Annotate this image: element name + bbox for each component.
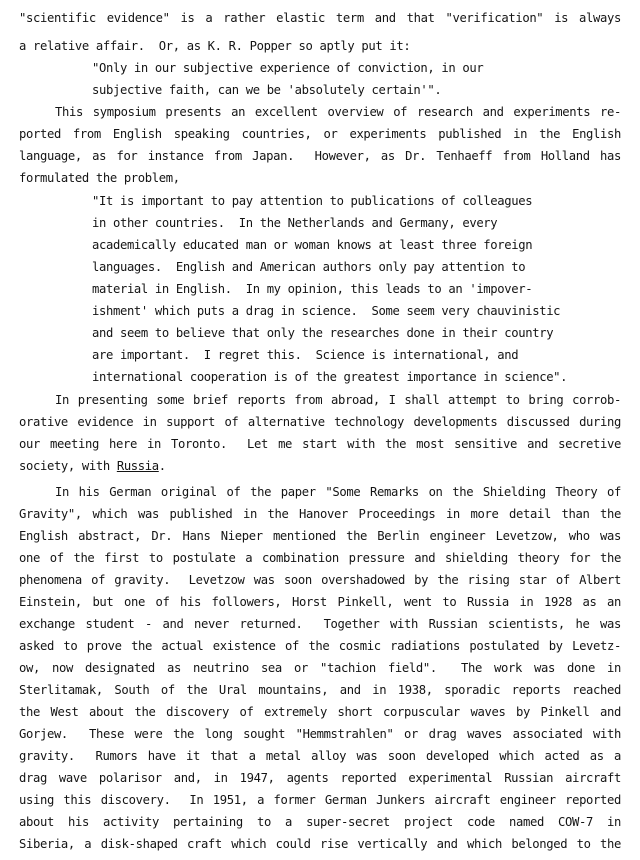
quote-line: in other countries. In the Netherlands and Germany, every <box>92 216 498 230</box>
text-line: gravity. Rumors have it that a metal alloy was soon developed which acted as a <box>19 749 621 763</box>
text-line: language, as for instance from Japan. However, as Dr. Tenhaeff from Holland has <box>19 149 621 163</box>
text-line: phenomena of gravity. Levetzow was soon overshadowed by the rising star of Albert <box>19 573 621 587</box>
text-line: ow, now designated as neutrino sea or "tachion field". The work was done in <box>19 661 621 675</box>
text-line: exchange student - and never returned. Together with Russian scientists, he was <box>19 617 621 631</box>
text-line: our meeting here in Toronto. Let me start with the most sensitive and secretive <box>19 437 621 451</box>
quote-line: subjective faith, can we be 'absolutely certain'". <box>92 83 442 97</box>
text-line: the West about the discovery of extremely short corpuscular waves by Pinkell and <box>19 705 621 719</box>
text-line: drag wave polarisor and, in 1947, agents reported experimental Russian aircraft <box>19 771 621 785</box>
text-line: Sterlitamak, South of the Ural mountains, and in 1938, sporadic reports reached <box>19 683 621 697</box>
quote-line: "Only in our subjective experience of conviction, in our <box>92 61 484 75</box>
quote-line: and seem to believe that only the researches done in their country <box>92 326 554 340</box>
text-fragment: . <box>158 459 166 473</box>
text-line: orative evidence in support of alternative technology developments discussed during <box>19 415 621 429</box>
text-line: ported from English speaking countries, or experiments published in the English <box>19 127 621 141</box>
text-line: Siberia, a disk-shaped craft which could rise vertically and which belonged to the <box>19 837 621 851</box>
text-line: Gravity", which was published in the Hanover Proceedings in more detail than the <box>19 507 621 521</box>
text-line: English abstract, Dr. Hans Nieper mentioned the Berlin engineer Levetzow, who was <box>19 529 621 543</box>
quote-line: languages. English and American authors only pay attention to <box>92 260 526 274</box>
text-line: Einstein, but one of his followers, Horst Pinkell, went to Russia in 1928 as an <box>19 595 621 609</box>
text-line: about his activity pertaining to a super-secret project code named COW-7 in <box>19 815 621 829</box>
quote-line: ishment' which puts a drag in science. Some seem very chauvinistic <box>92 304 561 318</box>
text-line: a relative affair. Or, as K. R. Popper so aptly put it: <box>19 39 411 53</box>
paragraph-first-line: In his German original of the paper "Some Remarks on the Shielding Theory of <box>55 485 621 499</box>
text-fragment: society, with <box>19 459 117 473</box>
quote-line: academically educated man or woman knows at least three foreign <box>92 238 533 252</box>
quote-line: material in English. In my opinion, this leads to an 'impover- <box>92 282 533 296</box>
text-line <box>19 459 166 474</box>
paragraph-first-line: This symposium presents an excellent overview of research and experiments re- <box>55 105 621 119</box>
underlined-word: Russia <box>116 459 159 473</box>
text-line: one of the first to postulate a combination pressure and shielding theory for the <box>19 551 621 565</box>
paragraph-first-line: In presenting some brief reports from abroad, I shall attempt to bring corrob- <box>55 393 621 407</box>
quote-line: "It is important to pay attention to publications of colleagues <box>92 194 533 208</box>
text-line: asked to prove the actual existence of the cosmic radiations postulated by Levetz- <box>19 639 621 653</box>
quote-line: international cooperation is of the greatest importance in science". <box>92 370 568 384</box>
text-line: "scientific evidence" is a rather elastic term and that "verification" is always <box>19 11 621 25</box>
text-line: using this discovery. In 1951, a former German Junkers aircraft engineer reported <box>19 793 621 807</box>
quote-line: are important. I regret this. Science is international, and <box>92 348 519 362</box>
text-line: Gorjew. These were the long sought "Hemmstrahlen" or drag waves associated with <box>19 727 621 741</box>
text-line: formulated the problem, <box>19 171 180 185</box>
